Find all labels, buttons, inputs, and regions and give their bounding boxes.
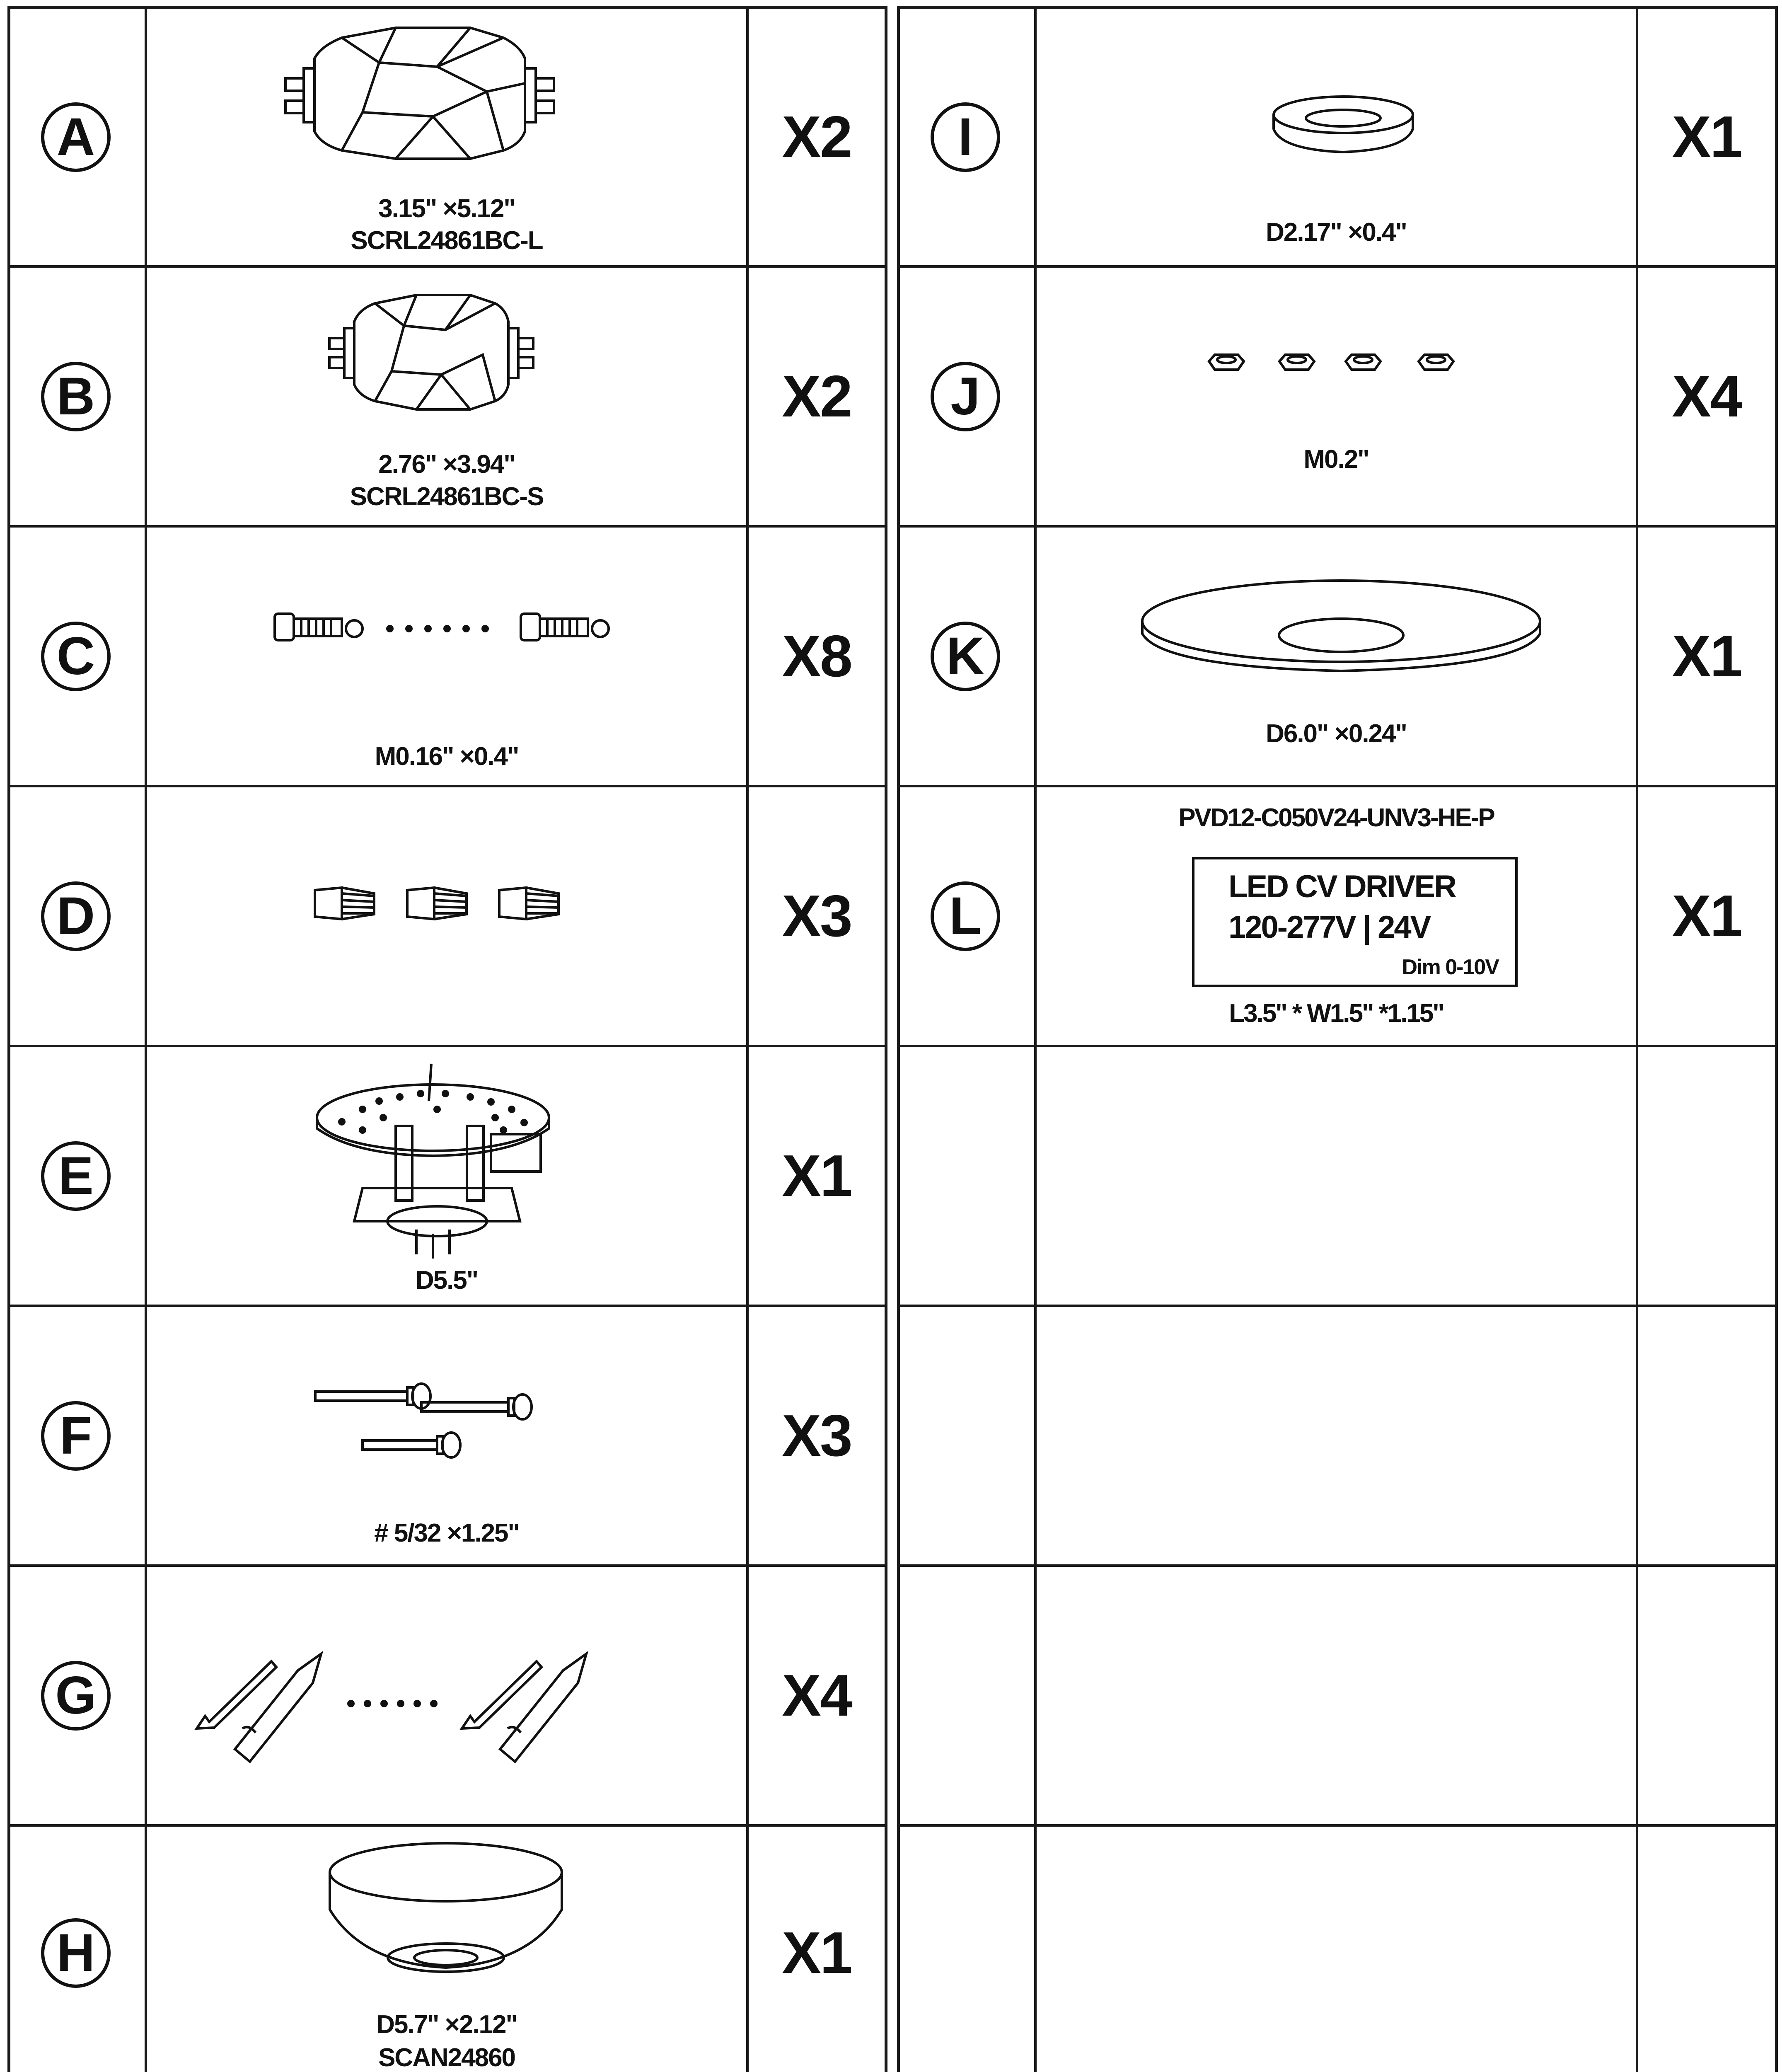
part-letter: I — [931, 102, 1000, 172]
screw-anchor-icon — [147, 1567, 749, 1824]
part-model: SCRL24861BC-S — [350, 482, 544, 511]
part-dimension: 3.15" ×5.12" — [378, 194, 515, 223]
part-quantity: X1 — [782, 1920, 851, 1986]
part-row-j — [900, 268, 1775, 528]
part-quantity: X4 — [1672, 363, 1741, 429]
part-quantity: X1 — [1672, 104, 1741, 170]
part-letter: F — [41, 1401, 111, 1471]
part-row-e — [10, 1047, 885, 1307]
part-letter: L — [931, 881, 1000, 951]
part-model: SCRL24861BC-L — [351, 226, 543, 255]
part-quantity: X2 — [782, 363, 851, 429]
driver-model: PVD12-C050V24-UNV3-HE-P — [1178, 804, 1494, 832]
driver-voltage: 120-277V | 24V — [1228, 910, 1430, 945]
part-quantity: X1 — [1672, 623, 1741, 689]
part-dimension: # 5/32 ×1.25" — [374, 1519, 519, 1547]
part-dimension: D5.5" — [415, 1266, 478, 1295]
part-quantity: X3 — [782, 1402, 851, 1469]
part-letter: G — [41, 1661, 111, 1731]
part-row-f — [10, 1307, 885, 1567]
part-letter: H — [41, 1918, 111, 1988]
empty-row — [900, 1567, 1775, 1827]
part-dimension: D2.17" ×0.4" — [1266, 218, 1407, 247]
part-dimension: D6.0" ×0.24" — [1266, 719, 1407, 748]
part-letter: D — [41, 881, 111, 951]
part-row-c — [10, 528, 885, 787]
part-row-a — [10, 9, 885, 268]
part-dimension: L3.5" * W1.5" *1.15" — [1229, 999, 1443, 1028]
part-row-h — [10, 1827, 885, 2072]
part-row-g — [10, 1567, 885, 1827]
part-row-l — [900, 787, 1775, 1047]
wire-nut-icon — [147, 787, 749, 1044]
empty-row — [900, 1307, 1775, 1567]
part-letter: K — [931, 622, 1000, 691]
empty-row — [900, 1827, 1775, 2072]
part-quantity: X4 — [782, 1662, 851, 1728]
part-dimension: M0.16" ×0.4" — [375, 742, 519, 771]
empty-row — [900, 1047, 1775, 1307]
part-quantity: X1 — [1672, 883, 1741, 949]
part-dimension: D5.7" ×2.12" — [376, 2010, 517, 2039]
part-row-d — [10, 787, 885, 1047]
part-letter: E — [41, 1141, 111, 1211]
part-quantity: X8 — [782, 623, 851, 689]
parts-table-left — [7, 6, 887, 2072]
part-row-b — [10, 268, 885, 528]
part-model: SCAN24860 — [378, 2043, 515, 2072]
part-dimension: 2.76" ×3.94" — [378, 450, 515, 479]
part-letter: C — [41, 622, 111, 691]
part-letter: J — [931, 362, 1000, 431]
driver-dimming: Dim 0-10V — [1402, 955, 1499, 979]
hex-nut-icon — [1037, 268, 1638, 525]
part-quantity: X2 — [782, 104, 851, 170]
part-row-i — [900, 9, 1775, 268]
led-driver-icon — [1037, 787, 1638, 1045]
parts-table-right — [897, 6, 1778, 2072]
part-quantity: X3 — [782, 883, 851, 949]
driver-title: LED CV DRIVER — [1228, 869, 1456, 904]
part-row-k — [900, 528, 1775, 787]
driver-label-box — [1192, 857, 1518, 987]
part-quantity: X1 — [782, 1143, 851, 1209]
part-letter: A — [41, 102, 111, 172]
part-letter: B — [41, 362, 111, 431]
part-dimension: M0.2" — [1303, 445, 1369, 474]
